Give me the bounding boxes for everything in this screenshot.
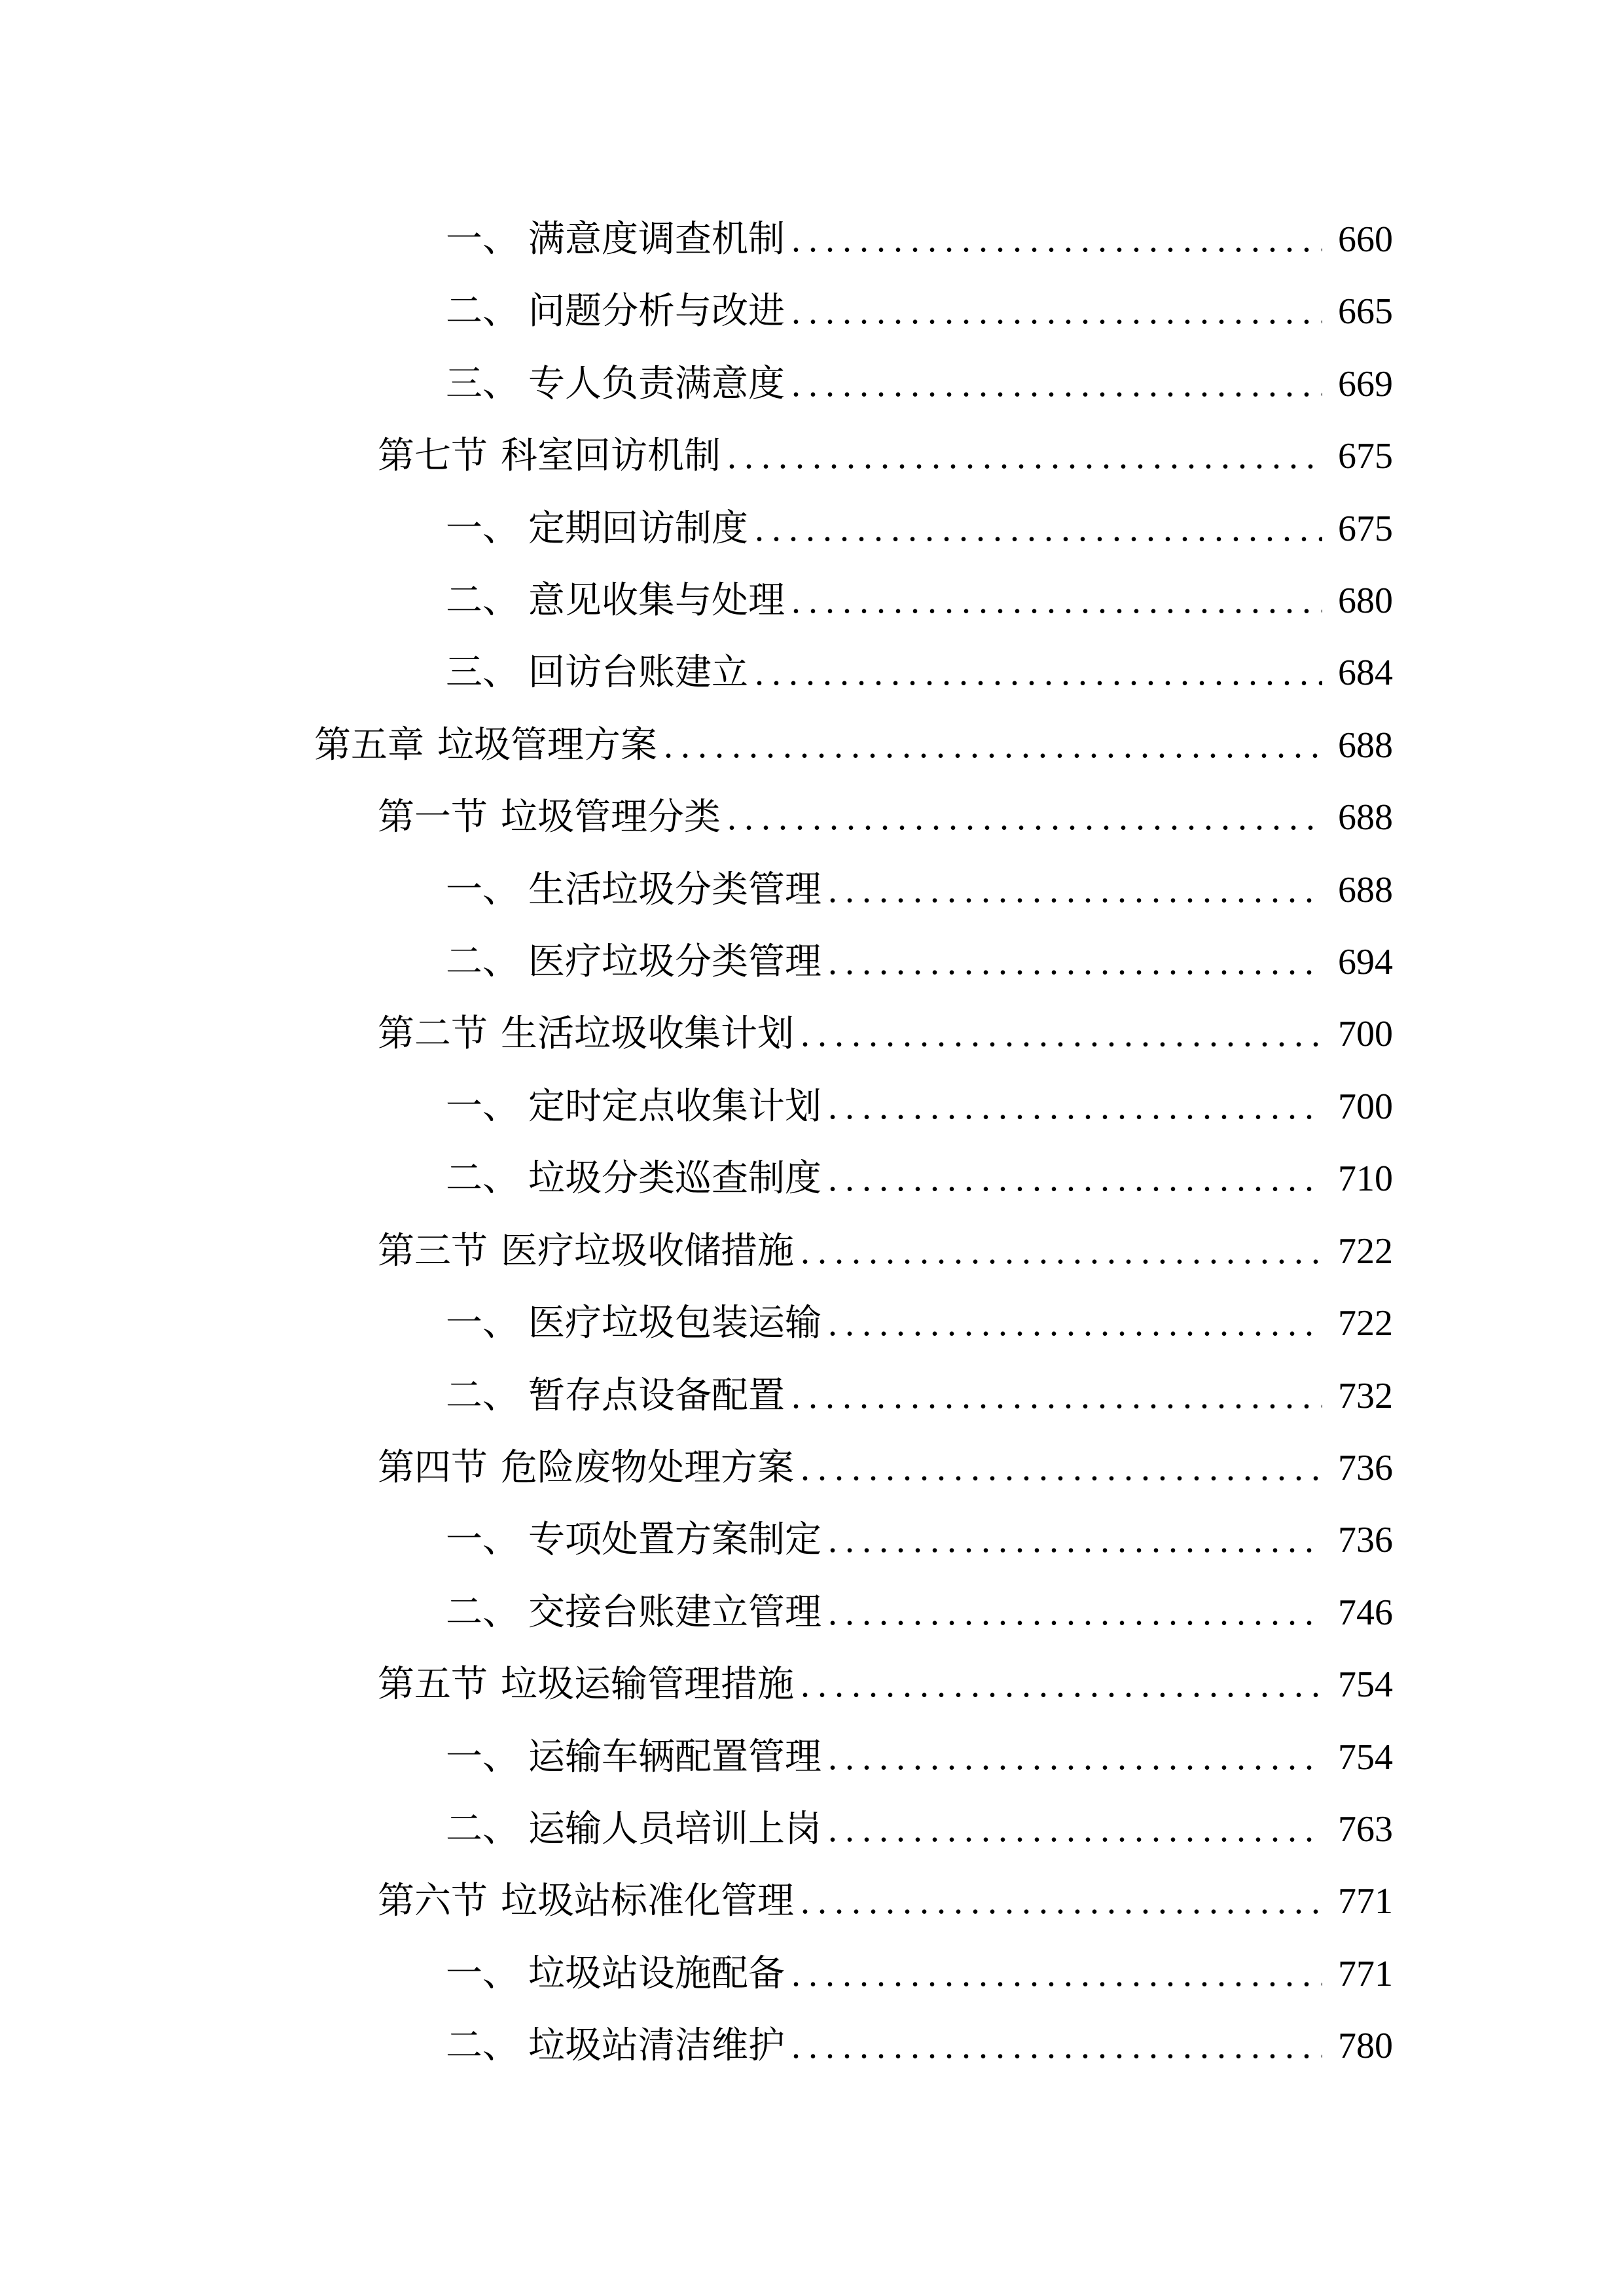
dot-leader [828,1504,1322,1576]
toc-entry [314,2010,1398,2082]
entry-page-number: 771 [1338,1953,1393,1994]
entry-number: 第三节 [378,1230,488,1272]
entry-title: 医疗垃圾收储措施 [501,1230,794,1272]
entry-title: 专项处置方案制定 [528,1520,821,1561]
dot-leader [828,854,1322,926]
toc-entry [314,709,1398,781]
entry-title: 问题分析与改进 [528,291,785,332]
entry-number: 一、 [446,1303,519,1344]
entry-page-number: 688 [1338,725,1393,766]
entry-number: 第六节 [378,1881,488,1922]
dot-leader [791,565,1322,637]
entry-title: 回访台账建立 [528,653,748,694]
entry-title: 垃圾站标准化管理 [501,1881,794,1922]
entry-page-number: 710 [1338,1158,1393,1200]
entry-page-number: 736 [1338,1520,1393,1561]
toc-entry [314,854,1398,926]
entry-title: 垃圾分类巡查制度 [528,1158,821,1200]
dot-leader [801,998,1322,1070]
toc-entry [314,998,1398,1070]
dot-leader [828,926,1322,998]
toc-entry [314,1287,1398,1359]
toc-entry [314,204,1398,276]
entry-number: 第五节 [378,1664,488,1706]
entry-title: 垃圾站设施配备 [528,1953,785,1994]
dot-leader [828,1143,1322,1215]
entry-page-number: 675 [1338,508,1393,549]
entry-page-number: 700 [1338,1086,1393,1127]
entry-number: 二、 [446,1592,519,1633]
toc-list [314,204,1398,2083]
entry-title: 医疗垃圾分类管理 [528,942,821,983]
toc-entry [314,1577,1398,1649]
dot-leader [791,276,1322,348]
entry-page-number: 722 [1338,1230,1393,1272]
dot-leader [791,1938,1322,2010]
entry-title: 生活垃圾分类管理 [528,869,821,910]
entry-number: 第一节 [378,797,488,838]
dot-leader [664,709,1322,781]
dot-leader [727,781,1322,853]
toc-entry [314,1215,1398,1287]
entry-page-number: 680 [1338,581,1393,622]
dot-leader [755,493,1322,565]
entry-number: 二、 [446,581,519,622]
entry-number: 一、 [446,1736,519,1778]
entry-page-number: 688 [1338,869,1393,910]
toc-entry [314,493,1398,565]
entry-page-number: 763 [1338,1808,1393,1850]
toc-entry [314,276,1398,348]
toc-entry [314,1504,1398,1576]
entry-title: 危险废物处理方案 [501,1447,794,1488]
entry-page-number: 754 [1338,1736,1393,1778]
entry-number: 二、 [446,1375,519,1416]
entry-page-number: 660 [1338,219,1393,260]
entry-title: 暂存点设备配置 [528,1375,785,1416]
toc-entry [314,926,1398,998]
toc-entry [314,781,1398,853]
toc-entry [314,1938,1398,2010]
entry-number: 一、 [446,1953,519,1994]
toc-entry [314,565,1398,637]
entry-page-number: 694 [1338,942,1393,983]
entry-number: 第七节 [378,436,488,477]
dot-leader [791,204,1322,276]
dot-leader [801,1649,1322,1721]
dot-leader [828,1793,1322,1865]
entry-title: 专人负责满意度 [528,363,785,404]
entry-page-number: 746 [1338,1592,1393,1633]
toc-entry [314,1143,1398,1215]
toc-entry [314,1649,1398,1721]
entry-number: 第五章 [314,725,424,766]
entry-number: 二、 [446,1158,519,1200]
entry-title: 生活垃圾收集计划 [501,1014,794,1055]
entry-title: 医疗垃圾包装运输 [528,1303,821,1344]
entry-page-number: 684 [1338,653,1393,694]
entry-title: 科室回访机制 [501,436,721,477]
toc-entry [314,348,1398,420]
toc-entry [314,1360,1398,1432]
toc-entry [314,1432,1398,1504]
entry-page-number: 754 [1338,1664,1393,1706]
dot-leader [801,1865,1322,1937]
entry-number: 一、 [446,1520,519,1561]
entry-page-number: 665 [1338,291,1393,332]
entry-page-number: 771 [1338,1881,1393,1922]
entry-title: 垃圾管理分类 [501,797,721,838]
entry-number: 二、 [446,2026,519,2067]
dot-leader [801,1215,1322,1287]
toc-entry [314,637,1398,709]
toc-entry [314,1071,1398,1143]
entry-page-number: 732 [1338,1375,1393,1416]
toc-entry [314,1865,1398,1937]
entry-number: 第二节 [378,1014,488,1055]
entry-title: 运输车辆配置管理 [528,1736,821,1778]
dot-leader [828,1721,1322,1793]
dot-leader [791,348,1322,420]
entry-title: 交接台账建立管理 [528,1592,821,1633]
toc-entry [314,1793,1398,1865]
toc-entry [314,1721,1398,1793]
entry-title: 垃圾管理方案 [437,725,657,766]
entry-page-number: 780 [1338,2026,1393,2067]
dot-leader [828,1577,1322,1649]
entry-number: 二、 [446,291,519,332]
entry-number: 第四节 [378,1447,488,1488]
dot-leader [828,1071,1322,1143]
entry-page-number: 688 [1338,797,1393,838]
entry-title: 意见收集与处理 [528,581,785,622]
dot-leader [727,420,1322,492]
entry-title: 垃圾运输管理措施 [501,1664,794,1706]
dot-leader [828,1287,1322,1359]
entry-number: 二、 [446,1808,519,1850]
entry-title: 定时定点收集计划 [528,1086,821,1127]
entry-page-number: 700 [1338,1014,1393,1055]
entry-number: 一、 [446,219,519,260]
entry-number: 二、 [446,942,519,983]
entry-title: 满意度调查机制 [528,219,785,260]
entry-page-number: 675 [1338,436,1393,477]
entry-page-number: 669 [1338,363,1393,404]
entry-number: 三、 [446,653,519,694]
entry-title: 垃圾站清洁维护 [528,2026,785,2067]
entry-number: 三、 [446,363,519,404]
entry-number: 一、 [446,508,519,549]
entry-number: 一、 [446,1086,519,1127]
entry-number: 一、 [446,869,519,910]
dot-leader [791,2010,1322,2082]
entry-title: 运输人员培训上岗 [528,1808,821,1850]
dot-leader [801,1432,1322,1504]
dot-leader [791,1360,1322,1432]
toc-entry [314,420,1398,492]
dot-leader [755,637,1322,709]
entry-page-number: 736 [1338,1447,1393,1488]
entry-title: 定期回访制度 [528,508,748,549]
entry-page-number: 722 [1338,1303,1393,1344]
